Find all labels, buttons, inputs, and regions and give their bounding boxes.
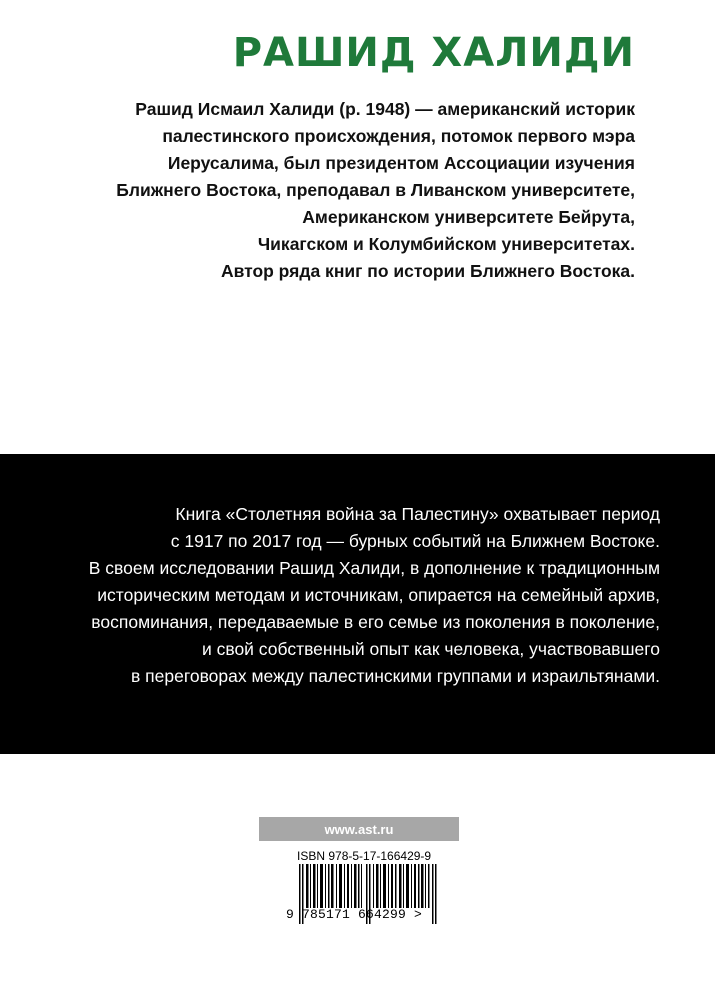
barcode-bar	[403, 864, 404, 908]
bio-line: Чикагском и Колумбийском университетах.	[257, 234, 635, 254]
annotation-line: в переговорах между палестинскими группами и израильтянами.	[131, 666, 660, 686]
barcode-bar	[354, 864, 357, 908]
barcode-bar	[373, 864, 374, 908]
publisher-url-label: www.ast.ru	[259, 817, 459, 841]
barcode-bar	[411, 864, 412, 908]
bio-line: Рашид Исмаил Халиди (р. 1948) — американский историк	[135, 99, 635, 119]
author-name-title: РАШИД ХАЛИДИ	[232, 30, 635, 76]
barcode-bar	[310, 864, 311, 908]
annotation-line: воспоминания, передаваемые в его семье из поколения в поколение,	[91, 612, 660, 632]
author-bio	[75, 96, 635, 285]
annotation-line: с 1917 по 2017 год — бурных событий на Ближнем Востоке.	[170, 531, 660, 551]
barcode-bar	[306, 864, 309, 908]
isbn-label: ISBN 978-5-17-166429-9	[297, 849, 432, 863]
barcode-bar	[351, 864, 352, 908]
bio-line: Американском университете Бейрута,	[302, 207, 635, 227]
bio-line: Ближнего Востока, преподавал в Ливанском университете,	[116, 180, 635, 200]
barcode-bar	[331, 864, 334, 908]
barcode-bar	[328, 864, 330, 908]
barcode-bar	[325, 864, 326, 908]
barcode-bar	[380, 864, 381, 908]
barcode-bar	[421, 864, 424, 908]
barcode-bar	[414, 864, 416, 908]
barcode-bar	[418, 864, 420, 908]
annotation-line: историческим методам и источникам, опирается на семейный архив,	[97, 585, 660, 605]
annotation-line: и свой собственный опыт как человека, участвовавшего	[201, 639, 660, 659]
barcode-bar	[317, 864, 318, 908]
barcode-bar	[391, 864, 393, 908]
barcode-bar	[395, 864, 397, 908]
annotation-line: Книга «Столетняя война за Палестину» охватывает период	[175, 504, 660, 524]
bio-line: палестинского происхождения, потомок первого мэра	[162, 126, 635, 146]
barcode-bar	[376, 864, 379, 908]
barcode-digits: 9 785171 664299 >	[286, 907, 423, 922]
barcode-bar	[361, 864, 362, 908]
barcode-bar	[339, 864, 342, 908]
barcode-bar	[432, 864, 434, 924]
barcode-bar	[428, 864, 430, 908]
barcode-bar	[336, 864, 337, 908]
barcode-bar	[344, 864, 345, 908]
barcode-bar	[406, 864, 409, 908]
bio-line: Иерусалима, был президентом Ассоциации изучения	[167, 153, 635, 173]
barcode-bar	[399, 864, 402, 908]
barcode-bar	[358, 864, 360, 908]
bio-line: Автор ряда книг по истории Ближнего Востока.	[220, 261, 635, 281]
barcode-bar	[313, 864, 316, 908]
barcode-bar	[320, 864, 323, 908]
annotation-line: В своем исследовании Рашид Халиди, в дополнение к традиционным	[88, 558, 660, 578]
annotation-band	[0, 454, 715, 754]
book-annotation	[60, 501, 660, 690]
barcode-bar	[425, 864, 426, 908]
barcode-bar	[383, 864, 386, 908]
barcode-bar	[388, 864, 389, 908]
barcode-bar	[347, 864, 349, 908]
barcode-bar	[435, 864, 437, 924]
